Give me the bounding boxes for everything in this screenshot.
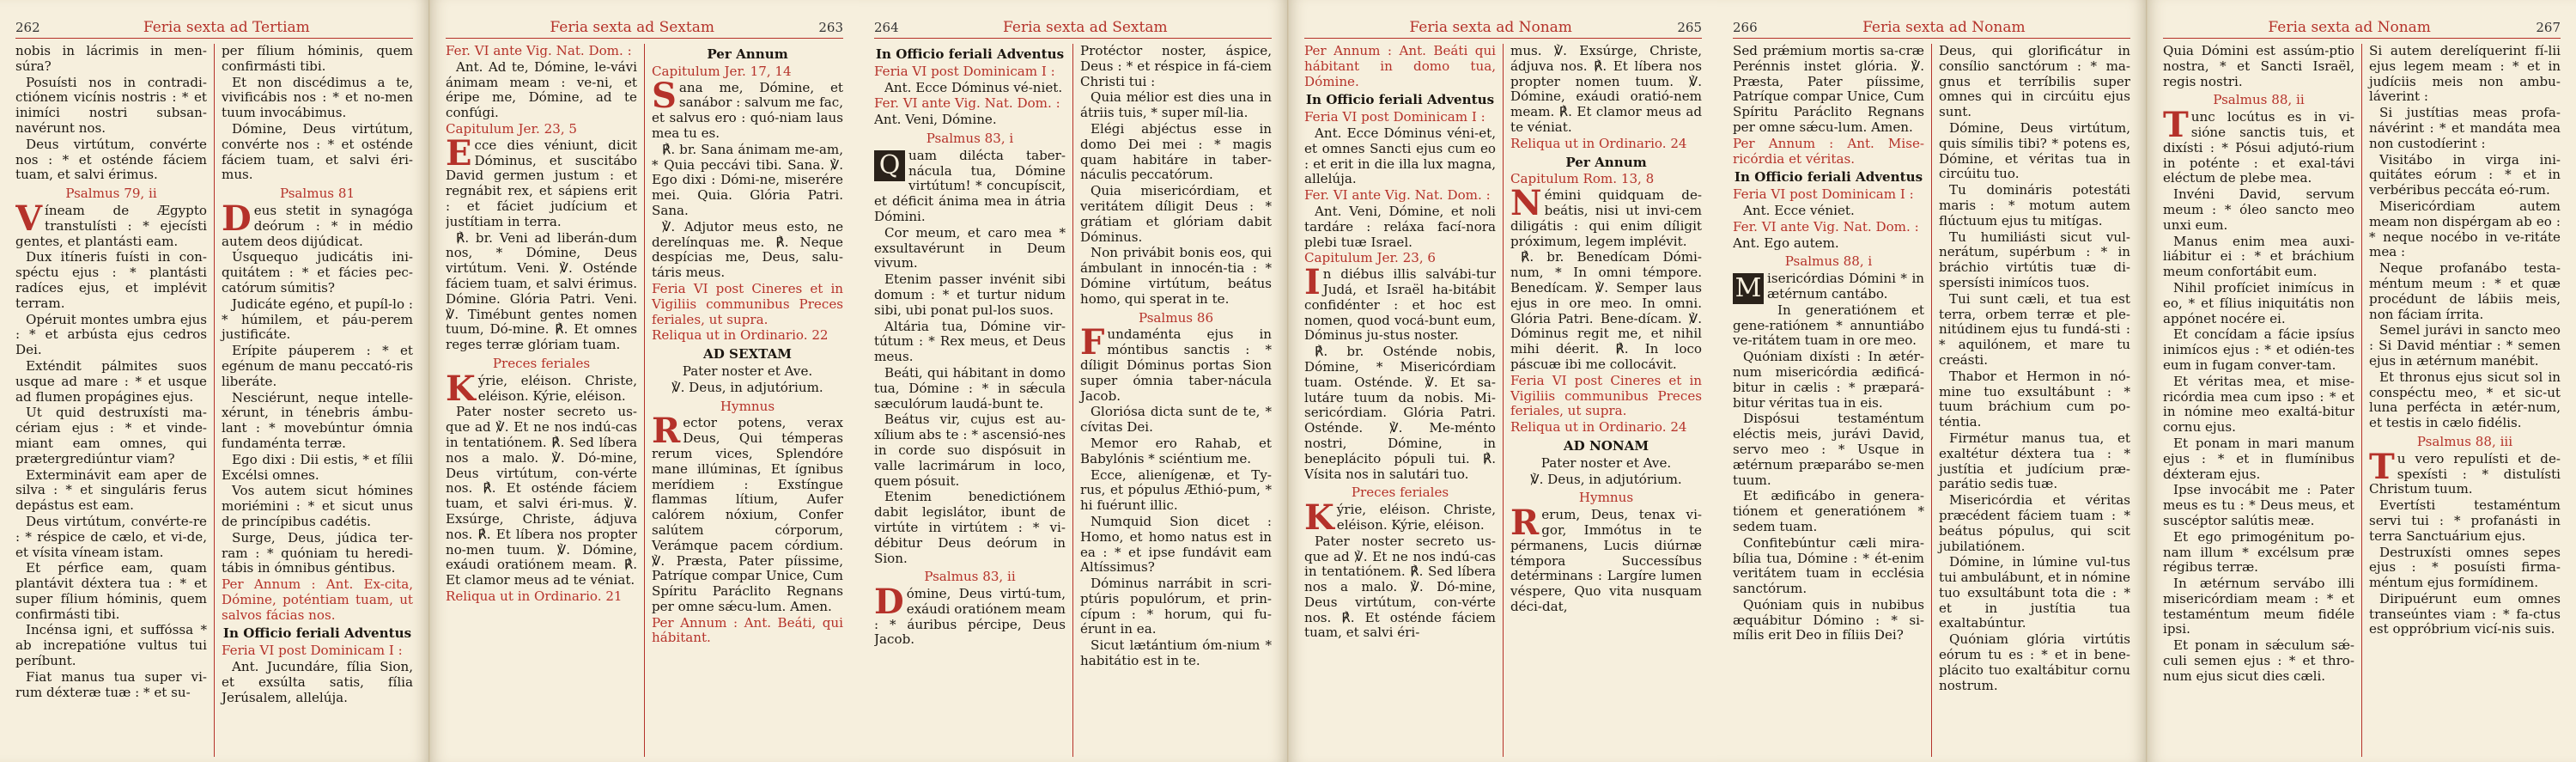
paragraph xyxy=(2369,446,2561,497)
paragraph: Neque profanábo testa-méntum meum : * et quæ procédunt de lábiis meis, non fáciam írrita. xyxy=(2369,260,2561,322)
paragraph xyxy=(1510,503,1702,615)
paragraph: Tui sunt cæli, et tua est terra, orbem terræ et ple-nitúdinem ejus tu fundá-sti : * aquilónem, et mare tu creásti. xyxy=(1939,290,2130,368)
paragraph xyxy=(222,198,413,249)
initial-letter: T xyxy=(2369,446,2395,487)
office-heading: Per Annum xyxy=(1565,154,1647,170)
paragraph: Quia mélior est dies una in átriis tuis, * super míl-lia. xyxy=(1080,89,1272,121)
paragraph xyxy=(652,75,843,142)
paragraph: Pater noster secreto us-que ad ℣. Et ne nos indú-cas in tentatiónem. ℟. Sed líbera nos a malo. ℣. Dó-mine, Deus virtútum, con-vérte nos. ℟. Et osténde fáciem tuam, et salvi éri- xyxy=(1304,533,1496,641)
paragraph: Beátus vir, cujus est au-xílium abs te : * ascensió-nes in corde suo dispósuit in valle lacrimárum in loco, quem pósuit. xyxy=(874,411,1066,489)
paragraph: Pater noster et Ave. xyxy=(1540,454,1672,471)
paragraph-text: ector potens, verax Deus, Qui témperas rerum vices, Splendóre mane illúminas, Et ígnibus merídiem : Exstíngue flammas lítium, Aufer calórem nóxium, Confer salútem córporum, Verámque pacem córdium. ℣. Præsta, Pater píissime, Patríque compar Unice, Cum Spíritu Paráclito Regnans per omne sǽcu-lum. Amen. xyxy=(652,415,843,614)
paragraph: Et thronus ejus sicut sol in conspéctu meo, * et sic-ut luna perfécta in ætér-num, et testis in cælo fidélis. xyxy=(2369,369,2561,431)
paragraph-text: ýrie, eléison. Christe, eléison. Kýrie, eléison. xyxy=(1336,502,1496,533)
office-heading: Per Annum xyxy=(707,46,788,62)
section-heading: Preces feriales xyxy=(492,355,591,371)
paragraph: Sicut lætántium óm-nium * habitátio est in te. xyxy=(1080,637,1272,669)
paragraph: Gloriósa dicta sunt de te, * cívitas Dei. xyxy=(1080,404,1272,436)
paragraph: Et ponam in mari manum ejus : * et in flumínibus déxteram ejus. xyxy=(2163,435,2354,482)
paragraph: Quia misericórdiam, et veritátem díligit Deus : * grátiam et glóriam dabit Dóminus. xyxy=(1080,183,1272,245)
paragraph-text: ómine, Deus virtú-tum, exáudi oratiónem meam : * áuribus pércipe, Deus Jacob. xyxy=(874,586,1066,648)
rubric: Fer. VI ante Vig. Nat. Dom. : xyxy=(1733,218,1919,235)
paragraph: ℟. br. Osténde nobis, Dómine, * Misericórdiam tuam. Osténde. ℣. Et sa-lutáre tuum da nobis. Mi-sericórdiam. Glória Patri. Osténde. ℣. Me-ménto nostri, Dómine, in beneplácito pópuli tui. ℟. Vísita nos in salutári tuo. xyxy=(1304,344,1496,482)
paragraph: Dispósui testaméntum eléctis meis, jurávi David, servo meo : * Usque in ætérnum præparábo se-men tuum. xyxy=(1733,411,1924,488)
text-column xyxy=(2163,44,2362,757)
paragraph: ℟. br. Sana ánimam me-am, * Quia peccávi tibi. Sana. ℣. Ego dixi : Dómi-ne, miserére mei. Quia. Glória Patri. Sana. xyxy=(652,141,843,218)
paragraph: ℟. br. Veni ad liberán-dum nos, * Dómine, Deus virtútum. Veni. ℣. Osténde fáciem tuam, et salvi érimus. Dómine. Glória Patri. Veni. ℣. Timébunt gentes nomen tuum, Dó-mine. ℟. Et omnes reges terræ glóriam tuam. xyxy=(446,229,637,353)
page-264 xyxy=(859,0,1288,762)
rubric: Per Annum : Ant. Ex-cita, Dómine, poténtiam tuam, ut salvos fácias nos. xyxy=(222,576,413,623)
text-column xyxy=(446,44,645,757)
paragraph: Dux itíneris fuísti in con-spéctu ejus : * plantásti radíces ejus, et implévit terram. xyxy=(15,249,207,311)
paragraph: Nesciérunt, neque intelle-xérunt, in ténebris ámbu-lant : * movebúntur ómnia fundaménta terræ. xyxy=(222,389,413,451)
initial-letter: F xyxy=(1080,322,1105,363)
paragraph: Deus virtútum, convérte nos : * et osténde fáciem tuam, et salvi érimus. xyxy=(15,136,207,183)
paragraph: Thabor et Hermon in nó-mine tuo exsultábunt : * tuum bráchium cum po-téntia. xyxy=(1939,368,2130,430)
paragraph: Destruxísti omnes sepes ejus : * posuísti firma-méntum ejus formídinem. xyxy=(2369,544,2561,591)
paragraph xyxy=(652,411,843,614)
paragraph: Elégi abjéctus esse in domo Dei mei : * magis quam habitáre in taber-náculis peccatórum. xyxy=(1080,120,1272,183)
paragraph: Ecce, alienígenæ, et Ty-rus, et pópulus Æthió-pum, * hi fuérunt illic. xyxy=(1080,466,1272,514)
paragraph: Dóminus narrábit in scri-ptúris populórum, et prin-cípum : * horum, qui fu-érunt in ea. xyxy=(1080,576,1272,637)
running-header xyxy=(874,19,1272,39)
rubric: Fer. VI ante Vig. Nat. Dom. : xyxy=(1304,187,1491,204)
paragraph: Ipse invocábit me : Pater meus es tu : * Deus meus, et suscéptor salútis meæ. xyxy=(2163,482,2354,528)
paragraph: Cor meum, et caro mea * exsultavérunt in Deum vivum. xyxy=(874,224,1066,271)
initial-letter: D xyxy=(874,582,904,623)
page-267 xyxy=(2147,0,2576,762)
paragraph: Ant. Ad te, Dómine, le-vávi ánimam meam : ve-ni, et éripe me, Dómine, ad te confúgi. xyxy=(446,58,637,121)
paragraph: Et concídam a fácie ipsíus inimícos ejus : * et odién-tes eum in fugam conver-tam. xyxy=(2163,326,2354,373)
paragraph xyxy=(446,132,637,230)
initial-letter: R xyxy=(652,411,681,452)
paragraph: ℟. br. Benedícam Dómi-num, * In omni témpore. Benedícam. ℣. Semper laus ejus in ore meo. In omni. Glória Patri. Bene-dícam. ℣. Dóminus regit me, et nihil mihi déerit. ℟. In loco páscuæ ibi me collocávit. xyxy=(1510,249,1702,372)
paragraph: Sed prǽmium mortis sa-cræ Perénnis instet glória. ℣. Præsta, Pater píissime, Patríque compar Unice, Cum Spíritu Paráclito Regnans per omne sǽcu-lum. Amen. xyxy=(1733,44,1924,135)
paragraph xyxy=(874,149,1066,225)
paragraph: Confitebúntur cæli mira-bília tua, Dómine : * ét-enim veritátem tuam in ecclésia sanctórum. xyxy=(1733,534,1924,597)
paragraph: Ant. Ecce Dóminus véni-et, et omnes Sancti ejus cum eo : et erit in die illa lux magna, allelúja. xyxy=(1304,125,1496,187)
paragraph: Incénsa igni, et suffóssa * ab increpatióne vultus tui períbunt. xyxy=(15,622,207,669)
rubric: Feria VI post Dominicam I : xyxy=(874,63,1055,79)
paragraph-text: uam dilécta taber-nácula tua, Dómine virtútum! * concupíscit, et déficit ánima mea in átria Dómini. xyxy=(874,147,1066,224)
paragraph-text: n diébus illis salvábi-tur Judá, et Israël ha-bitábit confidénter : et hoc est nomen, quod vocá-bunt eum, Dóminus ju-stus noster. xyxy=(1304,266,1496,344)
paragraph: ℣. Adjutor meus esto, ne derelínquas me. ℟. Neque despícias me, Deus, salu-táris meus. xyxy=(652,218,843,281)
paragraph xyxy=(1080,322,1272,404)
section-heading: Preces feriales xyxy=(1351,485,1449,501)
paragraph-text: undaménta ejus in móntibus sanctis : * díligit Dóminus portas Sion super ómnia taber-nácula Jacob. xyxy=(1080,326,1272,404)
running-header xyxy=(1733,19,2130,39)
paragraph: Numquid Sion dicet : Homo, et homo natus est in ea : * et ipse fundávit eam Altíssimus? xyxy=(1080,513,1272,576)
paragraph: Judicáte egéno, et pupíl-lo : * húmilem, et páu-perem justificáte. xyxy=(222,296,413,343)
page-263 xyxy=(429,0,859,762)
paragraph: Posuísti nos in contradi-ctiónem vicínis nostris : * et inimíci nostri subsan-navérunt nos. xyxy=(15,74,207,136)
paragraph: Fiat manus tua super vi-rum déxteræ tuæ : * et su- xyxy=(15,668,207,700)
paragraph-text: erum, Deus, tenax vi-gor, Immótus in te pérmanens, Lucis diúrnæ témpora Successíbus detérminans : Largíre lumen véspere, Quo vita nusquam déci-dat, xyxy=(1510,507,1702,614)
paragraph: Pater noster et Ave. xyxy=(682,363,813,379)
paragraph: Non privábit bonis eos, qui ámbulant in innocén-tia : * Dómine virtútum, beátus homo, qui sperat in te. xyxy=(1080,245,1272,307)
section-heading: Psalmus 79, ii xyxy=(65,186,157,202)
rubric: Capitulum Rom. 13, 8 xyxy=(1510,171,1655,187)
paragraph-text: isericórdias Dómini * in ætérnum cantábo. xyxy=(1767,271,1924,302)
paragraph: Ant. Veni, Dómine. xyxy=(874,112,997,128)
page-262 xyxy=(0,0,429,762)
paragraph: Quóniam quis in nubibus æquábitur Dómino : * si-mílis erit Deo in fíliis Dei? xyxy=(1733,596,1924,643)
rubric: Reliqua ut in Ordinario. 22 xyxy=(652,327,829,344)
paragraph xyxy=(446,368,637,409)
text-column xyxy=(15,44,215,757)
running-head-title: Feria sexta ad Sextam xyxy=(550,19,714,36)
initial-letter: T xyxy=(2163,105,2189,146)
section-heading: Hymnus xyxy=(720,398,775,414)
paragraph: Protéctor noster, áspice, Deus : * et réspice in fá-ciem Christi tui : xyxy=(1080,44,1272,89)
paragraph-text: unc locútus es in vi-sióne sanctis tuis, et dixísti : * Pósui adjutó-rium in poténte : et exal-távi eléctum de plebe mea. xyxy=(2163,109,2354,186)
initial-letter: K xyxy=(446,368,476,409)
paragraph xyxy=(874,582,1066,648)
running-head-title: Feria sexta ad Nonam xyxy=(1409,19,1572,36)
initial-letter: I xyxy=(1304,262,1321,303)
paragraph: Vos autem sicut hómines moriémini : * et sicut unus de princípibus cadétis. xyxy=(222,483,413,529)
rubric: Fer. VI ante Vig. Nat. Dom. : xyxy=(874,95,1060,112)
paragraph: Memor ero Rahab, et Babylónis * sciéntium me. xyxy=(1080,435,1272,466)
paragraph-text: émini quidquam de-beátis, nisi ut invi-cem diligátis : qui enim díligit próximum, legem implévit. xyxy=(1510,187,1702,249)
paragraph: Etenim passer invénit sibi domum : * et turtur nidum sibi, ubi ponat pul-los suos. xyxy=(874,271,1066,318)
text-column xyxy=(1733,44,1932,757)
page-number: 265 xyxy=(1677,20,1702,35)
paragraph: ℣. Deus, in adjutórium. xyxy=(671,379,823,395)
rubric: Fer. VI ante Vig. Nat. Dom. : xyxy=(446,44,632,58)
page-number: 267 xyxy=(2536,20,2561,35)
section-heading: Psalmus 81 xyxy=(279,186,355,202)
paragraph xyxy=(1510,183,1702,249)
initial-letter: M xyxy=(1733,273,1764,304)
paragraph: Dómine, in lúmine vul-tus tui ambulábunt, et in nómine tuo exsultábunt tota die : * et in justítia tua exaltabúntur. xyxy=(1939,554,2130,631)
paragraph: Manus enim mea auxi-liábitur ei : * et bráchium meum confortábit eum. xyxy=(2163,233,2354,280)
paragraph: Exténdit pálmites suos usque ad mare : * et usque ad flumen propágines ejus. xyxy=(15,357,207,405)
paragraph: Evertísti testaméntum servi tui : * profanásti in terra Sanctuárium ejus. xyxy=(2369,497,2561,544)
paragraph: Et ego primogénitum po-nam illum * excélsum præ régibus terræ. xyxy=(2163,528,2354,576)
office-heading: AD SEXTAM xyxy=(703,346,792,363)
section-heading: Hymnus xyxy=(1578,490,1634,506)
paragraph: In ætérnum servábo illi misericórdiam meam : * et testaméntum meum fidéle ipsi. xyxy=(2163,576,2354,637)
initial-letter: N xyxy=(1510,183,1542,224)
paragraph: mus. ℣. Exsúrge, Christe, ádjuva nos. ℟. Et líbera nos propter nomen tuum. ℣. Dómine, exáudi oratió-nem meam. ℟. Et clamor meus ad te véniat. xyxy=(1510,44,1702,135)
paragraph-text: eus stetit in synagóga deórum : * in médio autem deos dijúdicat. xyxy=(222,202,413,249)
paragraph: Quóniam dixísti : In ætér-num misericórdia ædificá-bitur in cælis : * præpará-bitur véritas tua in eis. xyxy=(1733,349,1924,411)
paragraph: Ego dixi : Dii estis, * et fílii Excélsi omnes. xyxy=(222,451,413,483)
paragraph: Misericórdiam autem meam non dispérgam ab eo : * neque nocébo in ve-ritáte mea : xyxy=(2369,198,2561,260)
initial-letter: Q xyxy=(874,150,905,181)
rubric: Capitulum Jer. 23, 5 xyxy=(446,120,578,137)
section-heading: Psalmus 88, i xyxy=(1784,253,1873,270)
paragraph xyxy=(15,198,207,249)
paragraph: Et ponam in sǽculum sǽ-culi semen ejus : * et thro-num ejus sicut dies cæli. xyxy=(2163,637,2354,684)
paragraph: Quóniam glória virtútis eórum tu es : * et in bene-plácito tuo exaltábitur cornu nostrum. xyxy=(1939,631,2130,693)
initial-letter: V xyxy=(15,198,43,239)
running-header xyxy=(1304,19,1702,39)
paragraph: Semel jurávi in sancto meo : Si David méntiar : * semen ejus in ætérnum manébit. xyxy=(2369,322,2561,369)
office-heading: In Officio feriali Adventus xyxy=(1305,92,1495,108)
paragraph-text: u vero repulísti et de-spexísti : * distulísti Christum tuum. xyxy=(2369,450,2561,497)
paragraph: Etenim benedictiónem dabit legislátor, ibunt de virtúte in virtútem : * vi-débitur Deus deórum in Sion. xyxy=(874,489,1066,566)
paragraph: Nihil profíciet inimícus in eo, * et fílius iniquitátis non appónet nocére ei. xyxy=(2163,279,2354,326)
office-heading: In Officio feriali Adventus xyxy=(1734,169,1923,186)
page-265 xyxy=(1288,0,1717,762)
rubric: Reliqua ut in Ordinario. 21 xyxy=(446,588,623,604)
paragraph: Si justítias meas profa-návérint : * et mandáta mea non custodíerint : xyxy=(2369,105,2561,151)
paragraph: Visitábo in virga ini-quitátes eórum : * et in verbéribus peccáta eó-rum. xyxy=(2369,151,2561,198)
paragraph: Erípite páuperem : * et egénum de manu peccató-ris liberáte. xyxy=(222,343,413,389)
paragraph xyxy=(1304,262,1496,344)
initial-letter: D xyxy=(222,198,252,239)
running-head-title: Feria sexta ad Nonam xyxy=(1862,19,2026,36)
office-heading: In Officio feriali Adventus xyxy=(875,46,1065,62)
page-number: 266 xyxy=(1733,20,1758,35)
paragraph: Dómine, Deus virtútum, convérte nos : * et osténde fáciem tuam, et salvi éri-mus. xyxy=(222,120,413,183)
paragraph: Beáti, qui hábitant in domo tua, Dómine : * in sǽcula sæculórum laudá-bunt te. xyxy=(874,364,1066,411)
paragraph xyxy=(1304,497,1496,539)
paragraph xyxy=(2163,105,2354,186)
paragraph: Et non discédimus a te, vivificábis nos : * et no-men tuum invocábimus. xyxy=(222,74,413,121)
section-heading: Psalmus 86 xyxy=(1138,309,1214,326)
rubric: Per Annum : Ant. Mise-ricórdia et véritas. xyxy=(1733,135,1924,167)
paragraph: Quia Dómini est assúm-ptio nostra, * et Sancti Israël, regis nostri. xyxy=(2163,44,2354,89)
running-header xyxy=(15,19,413,39)
paragraph-text: ana me, Dómine, et sanábor : salvum me fac, et salvus ero : quó-niam laus mea tu es. xyxy=(652,79,843,141)
section-heading: Psalmus 88, ii xyxy=(2213,92,2305,108)
initial-letter: S xyxy=(652,75,677,116)
paragraph: Tu domináris potestáti maris : * motum autem flúctuum ejus tu mitígas. xyxy=(1939,182,2130,229)
paragraph-text: ýrie, eléison. Christe, eléison. Kýrie, eléison. xyxy=(477,372,637,404)
paragraph: Et véritas mea, et mise-ricórdia mea cum ipso : * et in nómine meo exaltá-bitur cornu ejus. xyxy=(2163,373,2354,436)
running-header xyxy=(446,19,843,39)
paragraph xyxy=(1733,271,1924,302)
paragraph: In generatiónem et gene-ratiónem * annuntiábo ve-ritátem tuam in ore meo. xyxy=(1733,302,1924,349)
rubric: Capitulum Jer. 23, 6 xyxy=(1304,250,1437,266)
paragraph-text: cce dies véniunt, dicit Dóminus, et suscitábo David germen justum : et regnábit rex, et sápiens erit : et fáciet judícium et justítiam in terra. xyxy=(446,137,637,229)
text-column xyxy=(1932,44,2130,757)
running-header xyxy=(2163,19,2561,39)
paragraph: Et pérfice eam, quam plantávit déxtera tua : * et super fílium hóminis, quem confirmásti tibi. xyxy=(15,560,207,622)
initial-letter: R xyxy=(1510,503,1540,544)
page-number: 263 xyxy=(818,20,843,35)
rubric: Per Annum : Ant. Beáti qui hábitant in domo tua, Dómine. xyxy=(1304,44,1496,89)
section-heading: Psalmus 83, ii xyxy=(924,569,1016,585)
paragraph: Ant. Ecce Dóminus vé-niet. xyxy=(884,79,1063,95)
paragraph: Ant. Veni, Dómine, et noli tardáre : reláxa fací-nora plebi tuæ Israel. xyxy=(1304,203,1496,250)
paragraph: Deus, qui glorificátur in consílio sanctórum : * ma-gnus et terríbilis super omnes qui in circúitu ejus sunt. xyxy=(1939,44,2130,120)
paragraph: Úsquequo judicátis ini-quitátem : * et fácies pec-catórum súmitis? xyxy=(222,249,413,296)
text-column xyxy=(1073,44,1272,757)
paragraph: Misericórdia et véritas præcédent fáciem tuam : * beátus pópulus, qui scit jubilatiónem. xyxy=(1939,492,2130,554)
rubric: Feria VI post Dominicam I : xyxy=(1733,186,1914,203)
initial-letter: E xyxy=(446,132,472,174)
section-heading: Psalmus 83, i xyxy=(926,130,1014,146)
paragraph: Altária tua, Dómine vir-tútum : * Rex meus, et Deus meus. xyxy=(874,318,1066,365)
paragraph: Surge, Deus, júdica ter-ram : * quóniam tu heredi-tábis in ómnibus géntibus. xyxy=(222,529,413,576)
page-number: 262 xyxy=(15,20,40,35)
office-heading: In Officio feriali Adventus xyxy=(222,625,412,642)
paragraph: Ant. Ego autem. xyxy=(1733,235,1839,251)
rubric: Feria VI post Cineres et in Vigiliis communibus Preces feriales, ut supra. xyxy=(652,280,843,327)
rubric: Reliqua ut in Ordinario. 24 xyxy=(1510,135,1687,151)
text-column xyxy=(2362,44,2561,757)
paragraph: Ut quid destruxísti ma-cériam ejus : * et vinde-miant eam omnes, qui prætergrediúntur viam? xyxy=(15,405,207,466)
rubric: Feria VI post Dominicam I : xyxy=(222,643,403,659)
paragraph: Invéni David, servum meum : * óleo sancto meo unxi eum. xyxy=(2163,186,2354,233)
initial-letter: K xyxy=(1304,497,1334,539)
running-head-title: Feria sexta ad Tertiam xyxy=(143,19,310,36)
paragraph: nobis in lácrimis in men-súra? xyxy=(15,44,207,74)
paragraph: Deus virtútum, convérte-re : * réspice de cælo, et vi-de, et vísita víneam istam. xyxy=(15,513,207,560)
text-column xyxy=(645,44,843,757)
paragraph: Dómine, Deus virtútum, quis símilis tibi? * potens es, Dómine, et véritas tua in circúitu tuo. xyxy=(1939,119,2130,182)
rubric: Feria VI post Dominicam I : xyxy=(1304,109,1485,125)
paragraph: Ant. Jucundáre, fília Sion, et exsúlta satis, fília Jerúsalem, allelúja. xyxy=(222,659,413,705)
text-column xyxy=(215,44,413,757)
paragraph: Et ædificábo in genera-tiónem et generatiónem * sedem tuam. xyxy=(1733,488,1924,534)
text-column xyxy=(1304,44,1504,757)
paragraph: Tu humiliásti sicut vul-nerátum, supérbum : * in bráchio virtútis tuæ di-spersísti inimícos tuos. xyxy=(1939,229,2130,290)
paragraph: Firmétur manus tua, et exaltétur déxtera tua : * justítia et judícium præ-parátio sedis tuæ. xyxy=(1939,430,2130,492)
paragraph: ℣. Deus, in adjutórium. xyxy=(1530,471,1682,487)
paragraph-text: íneam de Ægypto transtulísti : * ejecísti gentes, et plantásti eam. xyxy=(15,202,207,249)
rubric: Reliqua ut in Ordinario. 24 xyxy=(1510,419,1687,436)
paragraph: Ant. Ecce véniet. xyxy=(1743,202,1855,218)
paragraph: Exterminávit eam aper de silva : * et singuláris ferus depástus est eam. xyxy=(15,466,207,514)
paragraph: Opéruit montes umbra ejus : * et arbústa ejus cedros Dei. xyxy=(15,311,207,358)
office-heading: AD NONAM xyxy=(1563,437,1649,454)
paragraph: per fílium hóminis, quem confirmásti tibi. xyxy=(222,44,413,74)
text-column xyxy=(874,44,1073,757)
rubric: Capitulum Jer. 17, 14 xyxy=(652,63,792,79)
running-head-title: Feria sexta ad Nonam xyxy=(2268,19,2431,36)
paragraph: Si autem derelíquerint fí-lii ejus legem meam : * et in judíciis meis non ambu-láverint : xyxy=(2369,44,2561,105)
running-head-title: Feria sexta ad Sextam xyxy=(1003,19,1168,36)
page-number: 264 xyxy=(874,20,899,35)
rubric: Per Annum : Ant. Beáti, qui hábitant. xyxy=(652,614,843,646)
rubric: Feria VI post Cineres et in Vigiliis communibus Preces feriales, ut supra. xyxy=(1510,372,1702,419)
paragraph: Pater noster secreto us-que ad ℣. Et ne nos indú-cas in tentatiónem. ℟. Sed líbera nos a malo. ℣. Dó-mine, Deus virtútum, con-vérte nos. ℟. Et osténde fáciem tuam, et salvi éri-mus. ℣. Exsúrge, Christe, ádjuva nos. ℟. Et líbera nos propter no-men tuum. ℣. Dómine, exáudi oratiónem meam. ℟. Et clamor meus ad te véniat. xyxy=(446,404,637,588)
page-266 xyxy=(1717,0,2147,762)
paragraph: Diripuérunt eum omnes transeúntes viam : * fa-ctus est oppróbrium vicí-nis suis. xyxy=(2369,590,2561,637)
section-heading: Psalmus 88, iii xyxy=(2416,433,2513,449)
text-column xyxy=(1504,44,1702,757)
